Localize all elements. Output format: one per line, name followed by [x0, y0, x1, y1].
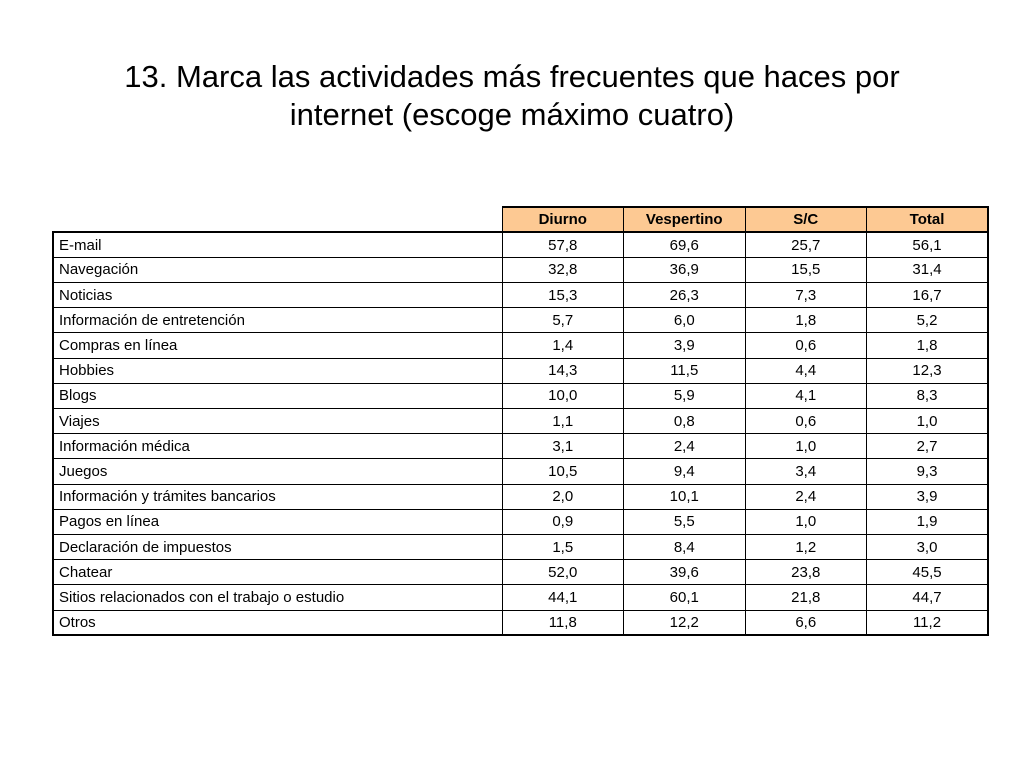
activities-table — [52, 206, 989, 636]
row-label-cell: Juegos — [53, 459, 502, 484]
total-cell: 8,3 — [867, 383, 989, 408]
table-row — [53, 459, 988, 484]
row-label-cell: Compras en línea — [53, 333, 502, 358]
page-title — [40, 58, 984, 134]
sc-cell: 0,6 — [745, 409, 867, 434]
sc-cell: 2,4 — [745, 484, 867, 509]
total-cell: 31,4 — [867, 257, 989, 282]
row-label-cell: Información de entretención — [53, 308, 502, 333]
total-cell: 16,7 — [867, 283, 989, 308]
diurno-cell: 10,0 — [502, 383, 624, 408]
diurno-cell: 44,1 — [502, 585, 624, 610]
diurno-cell: 14,3 — [502, 358, 624, 383]
table-header-row — [53, 207, 988, 232]
vespertino-cell: 9,4 — [624, 459, 746, 484]
diurno-cell: 3,1 — [502, 434, 624, 459]
row-label-cell: E-mail — [53, 232, 502, 257]
vespertino-cell: 0,8 — [624, 409, 746, 434]
sc-cell: 23,8 — [745, 560, 867, 585]
diurno-cell: 10,5 — [502, 459, 624, 484]
column-header-vespertino: Vespertino — [624, 207, 746, 232]
total-cell: 1,8 — [867, 333, 989, 358]
sc-cell: 1,2 — [745, 534, 867, 559]
table-row — [53, 509, 988, 534]
vespertino-cell: 39,6 — [624, 560, 746, 585]
vespertino-cell: 2,4 — [624, 434, 746, 459]
table-row — [53, 358, 988, 383]
table-body — [53, 232, 988, 635]
column-header-sc: S/C — [745, 207, 867, 232]
table-row — [53, 560, 988, 585]
table-row — [53, 257, 988, 282]
table-row — [53, 333, 988, 358]
row-label-cell: Viajes — [53, 409, 502, 434]
title-line-2: internet (escoge máximo cuatro) — [289, 97, 735, 132]
total-cell: 56,1 — [867, 232, 989, 257]
row-label-cell: Sitios relacionados con el trabajo o estudio — [53, 585, 502, 610]
sc-cell: 25,7 — [745, 232, 867, 257]
sc-cell: 4,1 — [745, 383, 867, 408]
sc-cell: 1,0 — [745, 509, 867, 534]
sc-cell: 0,6 — [745, 333, 867, 358]
table-row — [53, 308, 988, 333]
vespertino-cell: 69,6 — [624, 232, 746, 257]
column-header-total: Total — [867, 207, 989, 232]
total-cell: 2,7 — [867, 434, 989, 459]
total-cell: 11,2 — [867, 610, 989, 635]
vespertino-cell: 8,4 — [624, 534, 746, 559]
total-cell: 3,9 — [867, 484, 989, 509]
total-cell: 1,0 — [867, 409, 989, 434]
table-row — [53, 409, 988, 434]
table-row — [53, 434, 988, 459]
table-row — [53, 283, 988, 308]
sc-cell: 4,4 — [745, 358, 867, 383]
total-cell: 9,3 — [867, 459, 989, 484]
diurno-cell: 0,9 — [502, 509, 624, 534]
table-row — [53, 585, 988, 610]
total-cell: 1,9 — [867, 509, 989, 534]
total-cell: 3,0 — [867, 534, 989, 559]
total-cell: 44,7 — [867, 585, 989, 610]
vespertino-cell: 26,3 — [624, 283, 746, 308]
vespertino-cell: 60,1 — [624, 585, 746, 610]
diurno-cell: 32,8 — [502, 257, 624, 282]
row-label-cell: Declaración de impuestos — [53, 534, 502, 559]
row-label-cell: Información y trámites bancarios — [53, 484, 502, 509]
total-cell: 5,2 — [867, 308, 989, 333]
vespertino-cell: 5,9 — [624, 383, 746, 408]
diurno-cell: 1,5 — [502, 534, 624, 559]
sc-cell: 1,0 — [745, 434, 867, 459]
sc-cell: 3,4 — [745, 459, 867, 484]
diurno-cell: 1,4 — [502, 333, 624, 358]
diurno-cell: 5,7 — [502, 308, 624, 333]
row-label-cell: Blogs — [53, 383, 502, 408]
diurno-cell: 52,0 — [502, 560, 624, 585]
diurno-cell: 57,8 — [502, 232, 624, 257]
vespertino-cell: 3,9 — [624, 333, 746, 358]
column-header-diurno: Diurno — [502, 207, 624, 232]
row-label-cell: Noticias — [53, 283, 502, 308]
total-cell: 45,5 — [867, 560, 989, 585]
sc-cell: 21,8 — [745, 585, 867, 610]
table-corner-cell — [53, 207, 502, 232]
table-row — [53, 484, 988, 509]
table-row — [53, 383, 988, 408]
diurno-cell: 11,8 — [502, 610, 624, 635]
vespertino-cell: 11,5 — [624, 358, 746, 383]
sc-cell: 15,5 — [745, 257, 867, 282]
sc-cell: 1,8 — [745, 308, 867, 333]
diurno-cell: 2,0 — [502, 484, 624, 509]
vespertino-cell: 5,5 — [624, 509, 746, 534]
vespertino-cell: 10,1 — [624, 484, 746, 509]
vespertino-cell: 6,0 — [624, 308, 746, 333]
title-line-1: 13. Marca las actividades más frecuentes que haces por — [124, 59, 900, 94]
table-row — [53, 534, 988, 559]
row-label-cell: Otros — [53, 610, 502, 635]
table-row — [53, 610, 988, 635]
sc-cell: 6,6 — [745, 610, 867, 635]
vespertino-cell: 36,9 — [624, 257, 746, 282]
diurno-cell: 15,3 — [502, 283, 624, 308]
vespertino-cell: 12,2 — [624, 610, 746, 635]
row-label-cell: Hobbies — [53, 358, 502, 383]
total-cell: 12,3 — [867, 358, 989, 383]
row-label-cell: Pagos en línea — [53, 509, 502, 534]
table-row — [53, 232, 988, 257]
row-label-cell: Navegación — [53, 257, 502, 282]
diurno-cell: 1,1 — [502, 409, 624, 434]
row-label-cell: Chatear — [53, 560, 502, 585]
sc-cell: 7,3 — [745, 283, 867, 308]
row-label-cell: Información médica — [53, 434, 502, 459]
